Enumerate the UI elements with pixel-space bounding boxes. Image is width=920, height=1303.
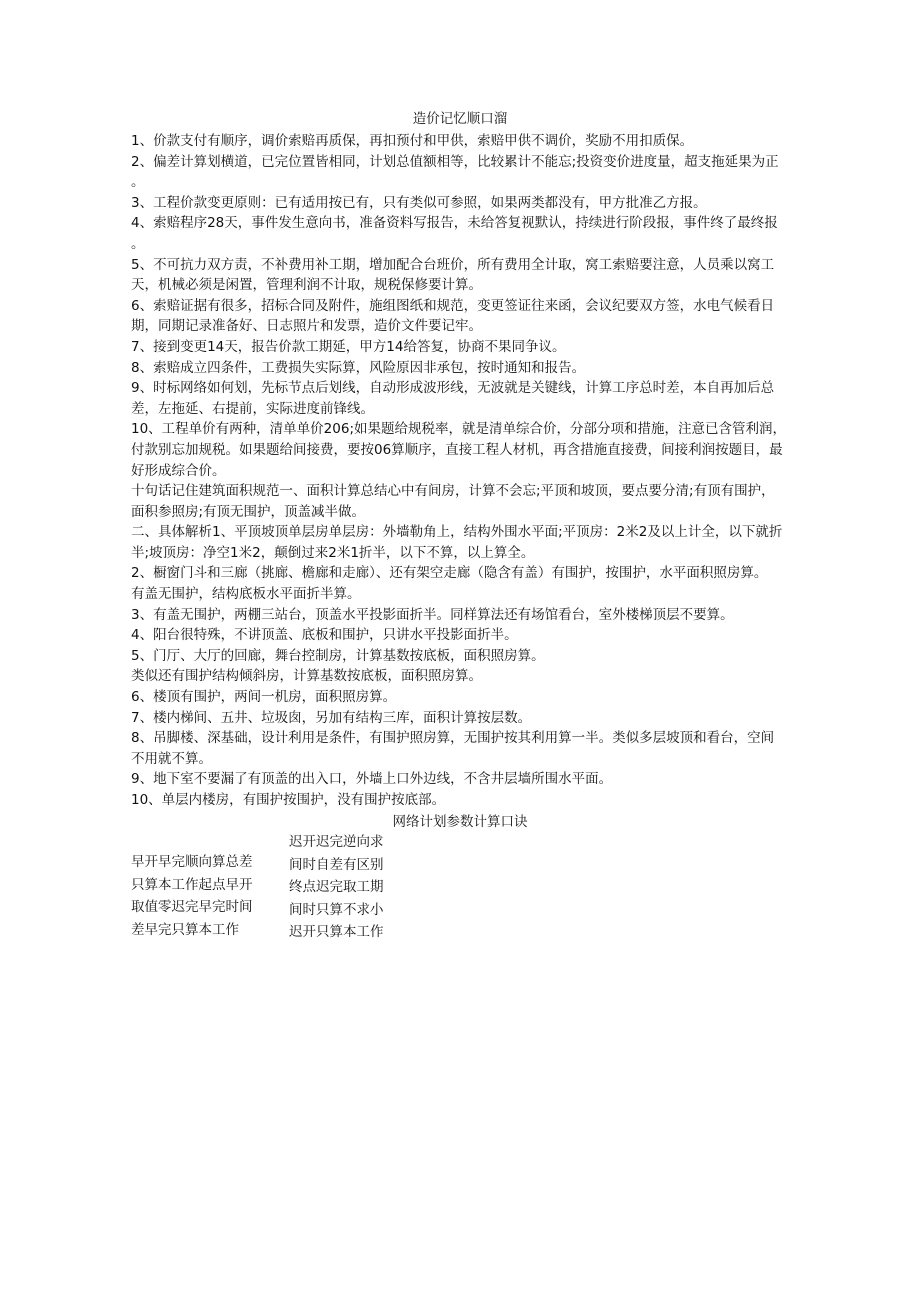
body-line: 8、索赔成立四条件，工费损失实际算，风险原因非承包，按时通知和报告。 [131, 359, 586, 376]
mnemonic-line: 迟开只算本工作 [289, 924, 384, 940]
mnemonic-line: 间时只算不求小 [289, 901, 384, 918]
body-line: 6、楼顶有围护，两间一机房，面积照房算。 [131, 689, 397, 706]
body-line: 3、工程价款变更原则：已有适用按已有，只有类似可参照，如果两类都没有，甲方批准乙方报。 [131, 194, 707, 211]
body-line: 类似还有围护结构倾斜房，计算基数按底板，面积照房算。 [131, 668, 482, 685]
body-line: 9、时标网络如何划，先标节点后划线，自动形成波形线，无波就是关键线，计算工序总时差，本自再加后总 [131, 380, 775, 397]
body-line: 十句话记住建筑面积规范一、面积计算总结心中有间房，计算不会忘;平顶和坡顶，要点要分清;有顶有围护， [131, 483, 775, 500]
body-line: 好形成综合价。 [131, 462, 226, 479]
network-right-column [289, 831, 384, 944]
body-line: 10、单层内楼房，有围护按围护，没有围护按底部。 [131, 792, 446, 808]
body-line: 7、接到变更14天，报告价款工期延，甲方14给答复，协商不果同争议。 [131, 338, 566, 355]
body-line: 5、不可抗力双方责，不补费用补工期，增加配合台班价，所有费用全计取，窝工索赔要注意，人员乘以窝工 [131, 256, 775, 273]
body-line: 10、工程单价有两种，清单单价206;如果题给规税率，就是清单综合价，分部分项和措施，注意已含管利润， [131, 421, 786, 438]
body-line: 6、索赔证据有很多，招标合同及附件，施组图纸和规范，变更签证往来函，会议纪要双方签，水电气候看日 [131, 297, 775, 314]
body-line: 1、价款支付有顺序，调价索赔再质保，再扣预付和甲供，索赔甲供不调价，奖励不用扣质保。 [131, 133, 694, 149]
body-line: 二、具体解析1、平顶坡顶单层房单层房：外墙勒角上，结构外围水平面;平顶房：2米2及以上计全，以下就折 [131, 524, 783, 541]
mnemonic-line: 取值零迟完早完时间 [131, 899, 253, 915]
body-line: 。 [131, 174, 145, 191]
body-line: 半;坡顶房：净空1米2，颠倒过来2米1折半，以下不算，以上算全。 [131, 544, 535, 561]
document-body [131, 131, 791, 811]
body-line: 8、吊脚楼、深基础，设计利用是条件，有围护照房算，无围护按其利用算一半。类似多层坡顶和看台，空间 [131, 730, 775, 747]
mnemonic-line: 差早完只算本工作 [131, 921, 239, 938]
mnemonic-line: 早开早完顺向算总差 [131, 854, 253, 870]
body-line: 期，同期记录准备好、日志照片和发票，造价文件要记牢。 [131, 318, 482, 335]
body-line: 4、索赔程序28天，事件发生意向书，准备资料写报告，未给答复视默认，持续进行阶段报，事件终了最终报 [131, 215, 778, 232]
body-line: 面积参照房;有顶无围护，顶盖减半做。 [131, 503, 366, 520]
body-line: 。 [131, 235, 145, 252]
body-line: 天，机械必须是闲置，管理利润不计取，规税保修要计算。 [131, 277, 482, 294]
network-left-column [131, 851, 253, 941]
mnemonic-line: 间时自差有区别 [289, 856, 384, 873]
body-line: 2、偏差计算划横道，已完位置皆相同，计划总值额相等，比较累计不能忘;投资变价进度量，超支拖延果为正 [131, 153, 779, 170]
body-line: 2、橱窗门斗和三廊（挑廊、檐廊和走廊）、还有架空走廊（隐含有盖）有围护，按围护，水平面积照房算。 [131, 565, 768, 582]
mnemonic-line: 只算本工作起点早开 [131, 876, 253, 893]
body-line: 4、阳台很特殊，不讲顶盖、底板和围护，只讲水平投影面折半。 [131, 627, 518, 644]
body-line: 付款别忘加规税。如果题给间接费，要按06算顺序，直接工程人材机，再含措施直接费，间接利润按题目，最 [131, 441, 783, 458]
body-line: 差，左拖延、右提前，实际进度前锋线。 [131, 400, 374, 417]
body-line: 有盖无围护，结构底板水平面折半算。 [131, 586, 361, 603]
document-title: 造价记忆顺口溜 [412, 111, 508, 127]
body-line: 5、门厅、大厅的回廊，舞台控制房，计算基数按底板，面积照房算。 [131, 647, 545, 664]
mnemonic-line: 迟开迟完逆向求 [289, 834, 384, 850]
body-line: 7、楼内梯间、五井、垃圾囱，另加有结构三库，面积计算按层数。 [131, 709, 532, 726]
body-line: 不用就不算。 [131, 750, 212, 767]
body-line: 3、有盖无围护，两棚三站台，顶盖水平投影面折半。同样算法还有场馆看台，室外楼梯顶层不要算。 [131, 606, 734, 623]
network-section-title: 网络计划参数计算口诀 [392, 814, 528, 830]
mnemonic-line: 终点迟完取工期 [289, 879, 384, 895]
body-line: 9、地下室不要漏了有顶盖的出入口，外墙上口外边线，不含井层墙所围水平面。 [131, 771, 613, 788]
